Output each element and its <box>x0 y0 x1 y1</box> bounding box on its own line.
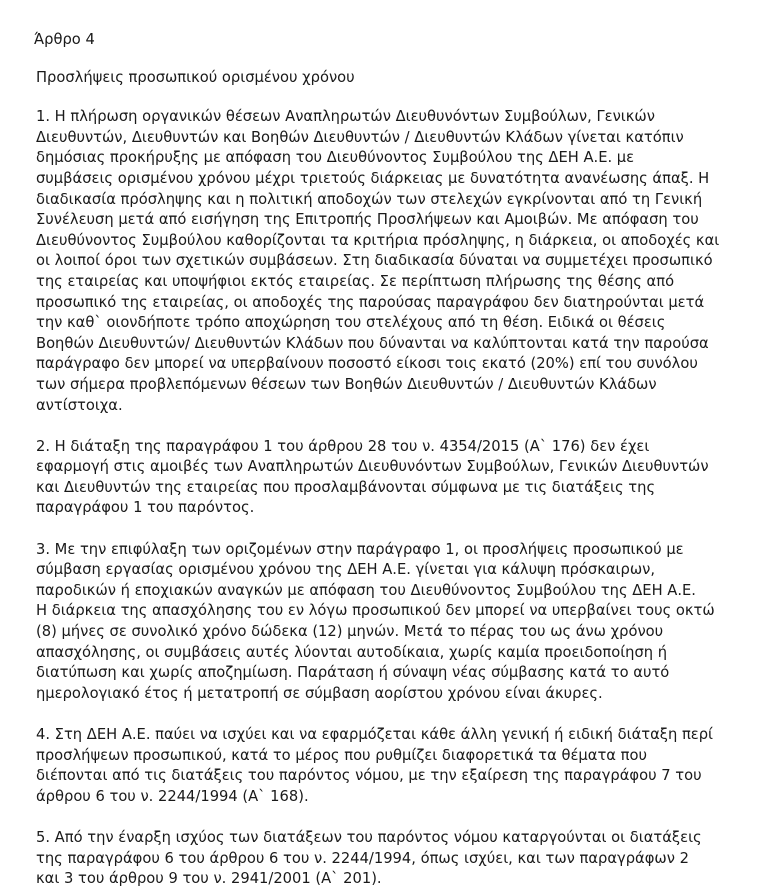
paragraphs-container <box>32 107 748 890</box>
paragraph-5: 5. Από την έναρξη ισχύος των διατάξεων του παρόντος νόμου καταργούνται οι διατάξεις της παραγράφου 6 του άρθρου 6 του ν. 2244/1994, όπως ισχύει, και των παραγράφων 2 και 3 του άρθρου 9 του ν. 2941/2001 (Α` 201). <box>36 828 702 888</box>
paragraph-1: 1. Η πλήρωση οργανικών θέσεων Αναπληρωτών Διευθυνόντων Συμβούλων, Γενικών Διευθυντών, Διευθυντών και Βοηθών Διευθυντών / Διευθυντών Κλάδων γίνεται κατόπιν δημόσιας προκήρυξης με απόφαση του Διευθύνοντος Συμβούλου της ΔΕΗ Α.Ε. με συμβάσεις ορισμένου χρόνου μέχρι τριετούς διάρκειας με δυνατότητα ανανέωσης άπαξ. Η διαδικασία πρόσληψης και η πολιτική αποδοχών των στελεχών εγκρίνονται από τη Γενική Συνέλευση μετά από εισήγηση της Επιτροπής Προσλήψεων και Αμοιβών. Με απόφαση του Διευθύνοντος Συμβούλου καθορίζονται τα κριτήρια πρόσληψης, η διάρκεια, οι αποδοχές και οι λοιποί όροι των σχετικών συμβάσεων. Στη διαδικασία δύναται να συμμετέχει προσωπικό της εταιρείας και υποψήφιοι εκτός εταιρείας. Σε περίπτωση πλήρωσης της θέσης από προσωπικό της εταιρείας, οι αποδοχές της παρούσας παραγράφου δεν διατηρούνται μετά την καθ` οιονδήποτε τρόπο αποχώρηση του στελέχους από τη θέση. Ειδικά οι θέσεις Βοηθών Διευθυντών/ Διευθυντών Κλάδων που δύνανται να καλύπτονται κατά την παρούσα παράγραφο δεν μπορεί να υπερβαίνουν ποσοστό είκοσι τοις εκατό (20%) επί του συνόλου των σήμερα προβλεπόμενων θέσεων των Βοηθών Διευθυντών / Διευθυντών Κλάδων αντίστοιχα. <box>36 108 720 414</box>
paragraph-4: 4. Στη ΔΕΗ Α.Ε. παύει να ισχύει και να εφαρμόζεται κάθε άλλη γενική ή ειδική διάταξη περί προσλήψεων προσωπικού, κατά το μέρος που ρυθμίζει διαφορετικά τα θέματα που διέπονται από τις διατάξεις του παρόντος νόμου, με την εξαίρεση της παραγράφου 7 του άρθρου 6 του ν. 2244/1994 (Α` 168). <box>36 726 714 805</box>
paragraph-3: 3. Με την επιφύλαξη των οριζομένων στην παράγραφο 1, οι προσλήψεις προσωπικού με σύμβαση εργασίας ορισμένου χρόνου της ΔΕΗ Α.Ε. γίνεται για κάλυψη πρόσκαιρων, παροδικών ή εποχιακών αναγκών με απόφαση του Διευθύνοντος Συμβούλου της ΔΕΗ Α.Ε. Η διάρκεια της απασχόλησης του εν λόγω προσωπικού δεν μπορεί να υπερβαίνει τους οκτώ (8) μήνες σε συνολικό χρόνο δώδεκα (12) μηνών. Μετά το πέρας του ως άνω χρόνου απασχόλησης, οι συμβάσεις αυτές λύονται αυτοδίκαια, χωρίς καμία προειδοποίηση ή διατύπωση και χωρίς αποζημίωση. Παράταση ή σύναψη νέας σύμβασης κατά το αυτό ημερολογιακό έτος ή μετατροπή σε σύμβαση αορίστου χρόνου είναι άκυρες. <box>36 540 715 702</box>
article-number: Άρθρο 4 <box>34 31 95 48</box>
document-page <box>32 30 748 890</box>
article-title: Προσλήψεις προσωπικού ορισμένου χρόνου <box>36 68 355 86</box>
paragraph-2: 2. Η διάταξη της παραγράφου 1 του άρθρου 28 του ν. 4354/2015 (Α` 176) δεν έχει εφαρμογή στις αμοιβές των Αναπληρωτών Διευθυνόντων Συμβούλων, Γενικών Διευθυντών και Διευθυντών της εταιρείας που προσλαμβάνονται σύμφωνα με τις διατάξεις της παραγράφου 1 του παρόντος. <box>36 437 709 517</box>
